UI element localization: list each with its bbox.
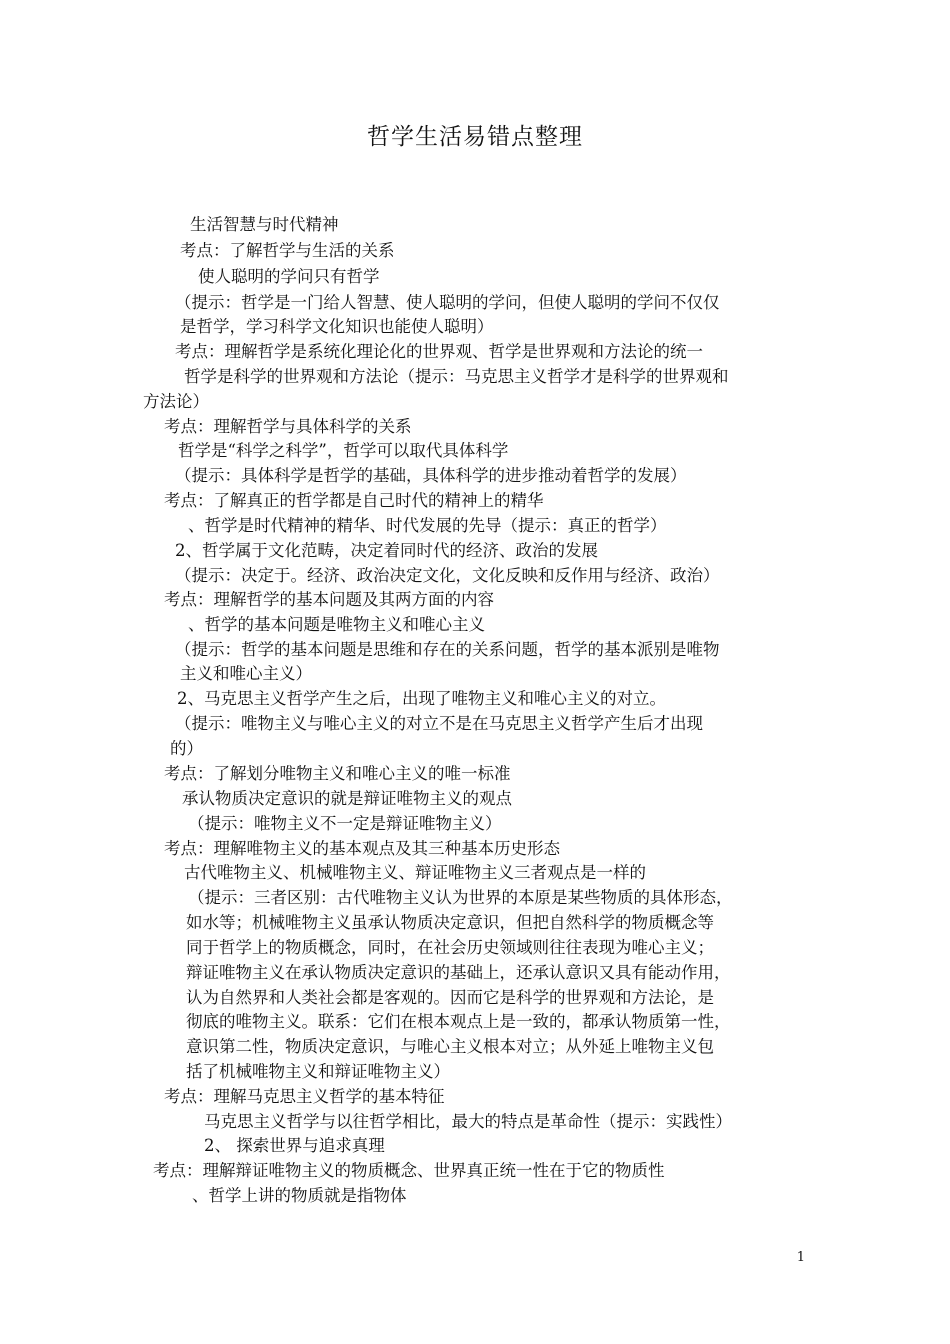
text-line: 方法论）: [143, 392, 209, 411]
text-line: 考点：了解哲学与生活的关系: [180, 241, 395, 260]
page-number: 1: [796, 1250, 805, 1265]
text-line: 使人聪明的学问只有哲学: [198, 267, 380, 286]
text-line: 考点：理解哲学的基本问题及其两方面的内容: [164, 590, 494, 609]
text-line: 考点：理解哲学与具体科学的关系: [164, 417, 412, 436]
text-line: 、哲学的基本问题是唯物主义和唯心主义: [188, 615, 485, 634]
text-line: 古代唯物主义、机械唯物主义、辩证唯物主义三者观点是一样的: [184, 863, 646, 882]
text-line: 2、 探索世界与追求真理: [204, 1136, 385, 1155]
text-line: （提示：唯物主义不一定是辩证唯物主义）: [188, 814, 502, 833]
text-line: 生活智慧与时代精神: [190, 215, 339, 234]
text-line: 考点：了解划分唯物主义和唯心主义的唯一标准: [164, 764, 511, 783]
text-line: 考点：了解真正的哲学都是自己时代的精神上的精华: [164, 491, 544, 510]
text-line: 马克思主义哲学与以往哲学相比，最大的特点是革命性（提示：实践性）: [204, 1112, 732, 1131]
text-line: 的）: [170, 739, 203, 758]
text-line: 哲学是科学的世界观和方法论（提示：马克思主义哲学才是科学的世界观和: [184, 367, 729, 386]
text-line: 意识第二性，物质决定意识，与唯心主义根本对立；从外延上唯物主义包: [186, 1037, 714, 1056]
text-line: （提示：三者区别：古代唯物主义认为世界的本原是某些物质的具体形态，: [188, 888, 733, 907]
text-line: 主义和唯心主义）: [180, 664, 312, 683]
text-line: （提示：唯物主义与唯心主义的对立不是在马克思主义哲学产生后才出现: [175, 714, 703, 733]
text-line: 、哲学是时代精神的精华、时代发展的先导（提示：真正的哲学）: [188, 516, 667, 535]
text-line: 括了机械唯物主义和辩证唯物主义）: [186, 1062, 450, 1081]
text-line: （提示：哲学是一门给人智慧、使人聪明的学问，但使人聪明的学问不仅仅: [175, 293, 720, 312]
text-line: 如水等；机械唯物主义虽承认物质决定意识，但把自然科学的物质概念等: [186, 913, 714, 932]
text-line: （提示：哲学的基本问题是思维和存在的关系问题，哲学的基本派别是唯物: [175, 640, 720, 659]
text-line: 、哲学上讲的物质就是指物体: [192, 1186, 407, 1205]
text-line: 2、马克思主义哲学产生之后，出现了唯物主义和唯心主义的对立。: [177, 689, 666, 708]
text-line: 考点：理解唯物主义的基本观点及其三种基本历史形态: [164, 839, 560, 858]
text-line: 2、哲学属于文化范畴，决定着同时代的经济、政治的发展: [175, 541, 598, 560]
text-line: 考点：理解辩证唯物主义的物质概念、世界真正统一性在于它的物质性: [153, 1161, 665, 1180]
text-line: （提示：具体科学是哲学的基础，具体科学的进步推动着哲学的发展）: [175, 466, 687, 485]
text-line: 彻底的唯物主义。联系：它们在根本观点上是一致的，都承认物质第一性，: [186, 1012, 731, 1031]
text-line: 承认物质决定意识的就是辩证唯物主义的观点: [182, 789, 512, 808]
text-line: 认为自然界和人类社会都是客观的。因而它是科学的世界观和方法论，是: [186, 988, 714, 1007]
text-line: 辩证唯物主义在承认物质决定意识的基础上，还承认意识又具有能动作用，: [186, 963, 731, 982]
text-line: 是哲学，学习科学文化知识也能使人聪明）: [180, 317, 494, 336]
text-line: 考点：理解马克思主义哲学的基本特征: [164, 1087, 445, 1106]
text-line: 同于哲学上的物质概念，同时，在社会历史领域则往往表现为唯心主义；: [186, 938, 714, 957]
text-line: 考点：理解哲学是系统化理论化的世界观、哲学是世界观和方法论的统一: [175, 342, 703, 361]
text-line: 哲学是“科学之科学”，哲学可以取代具体科学: [178, 441, 509, 460]
document-title: 哲学生活易错点整理: [367, 124, 583, 150]
text-line: （提示：决定于。经济、政治决定文化，文化反映和反作用与经济、政治）: [175, 566, 720, 585]
